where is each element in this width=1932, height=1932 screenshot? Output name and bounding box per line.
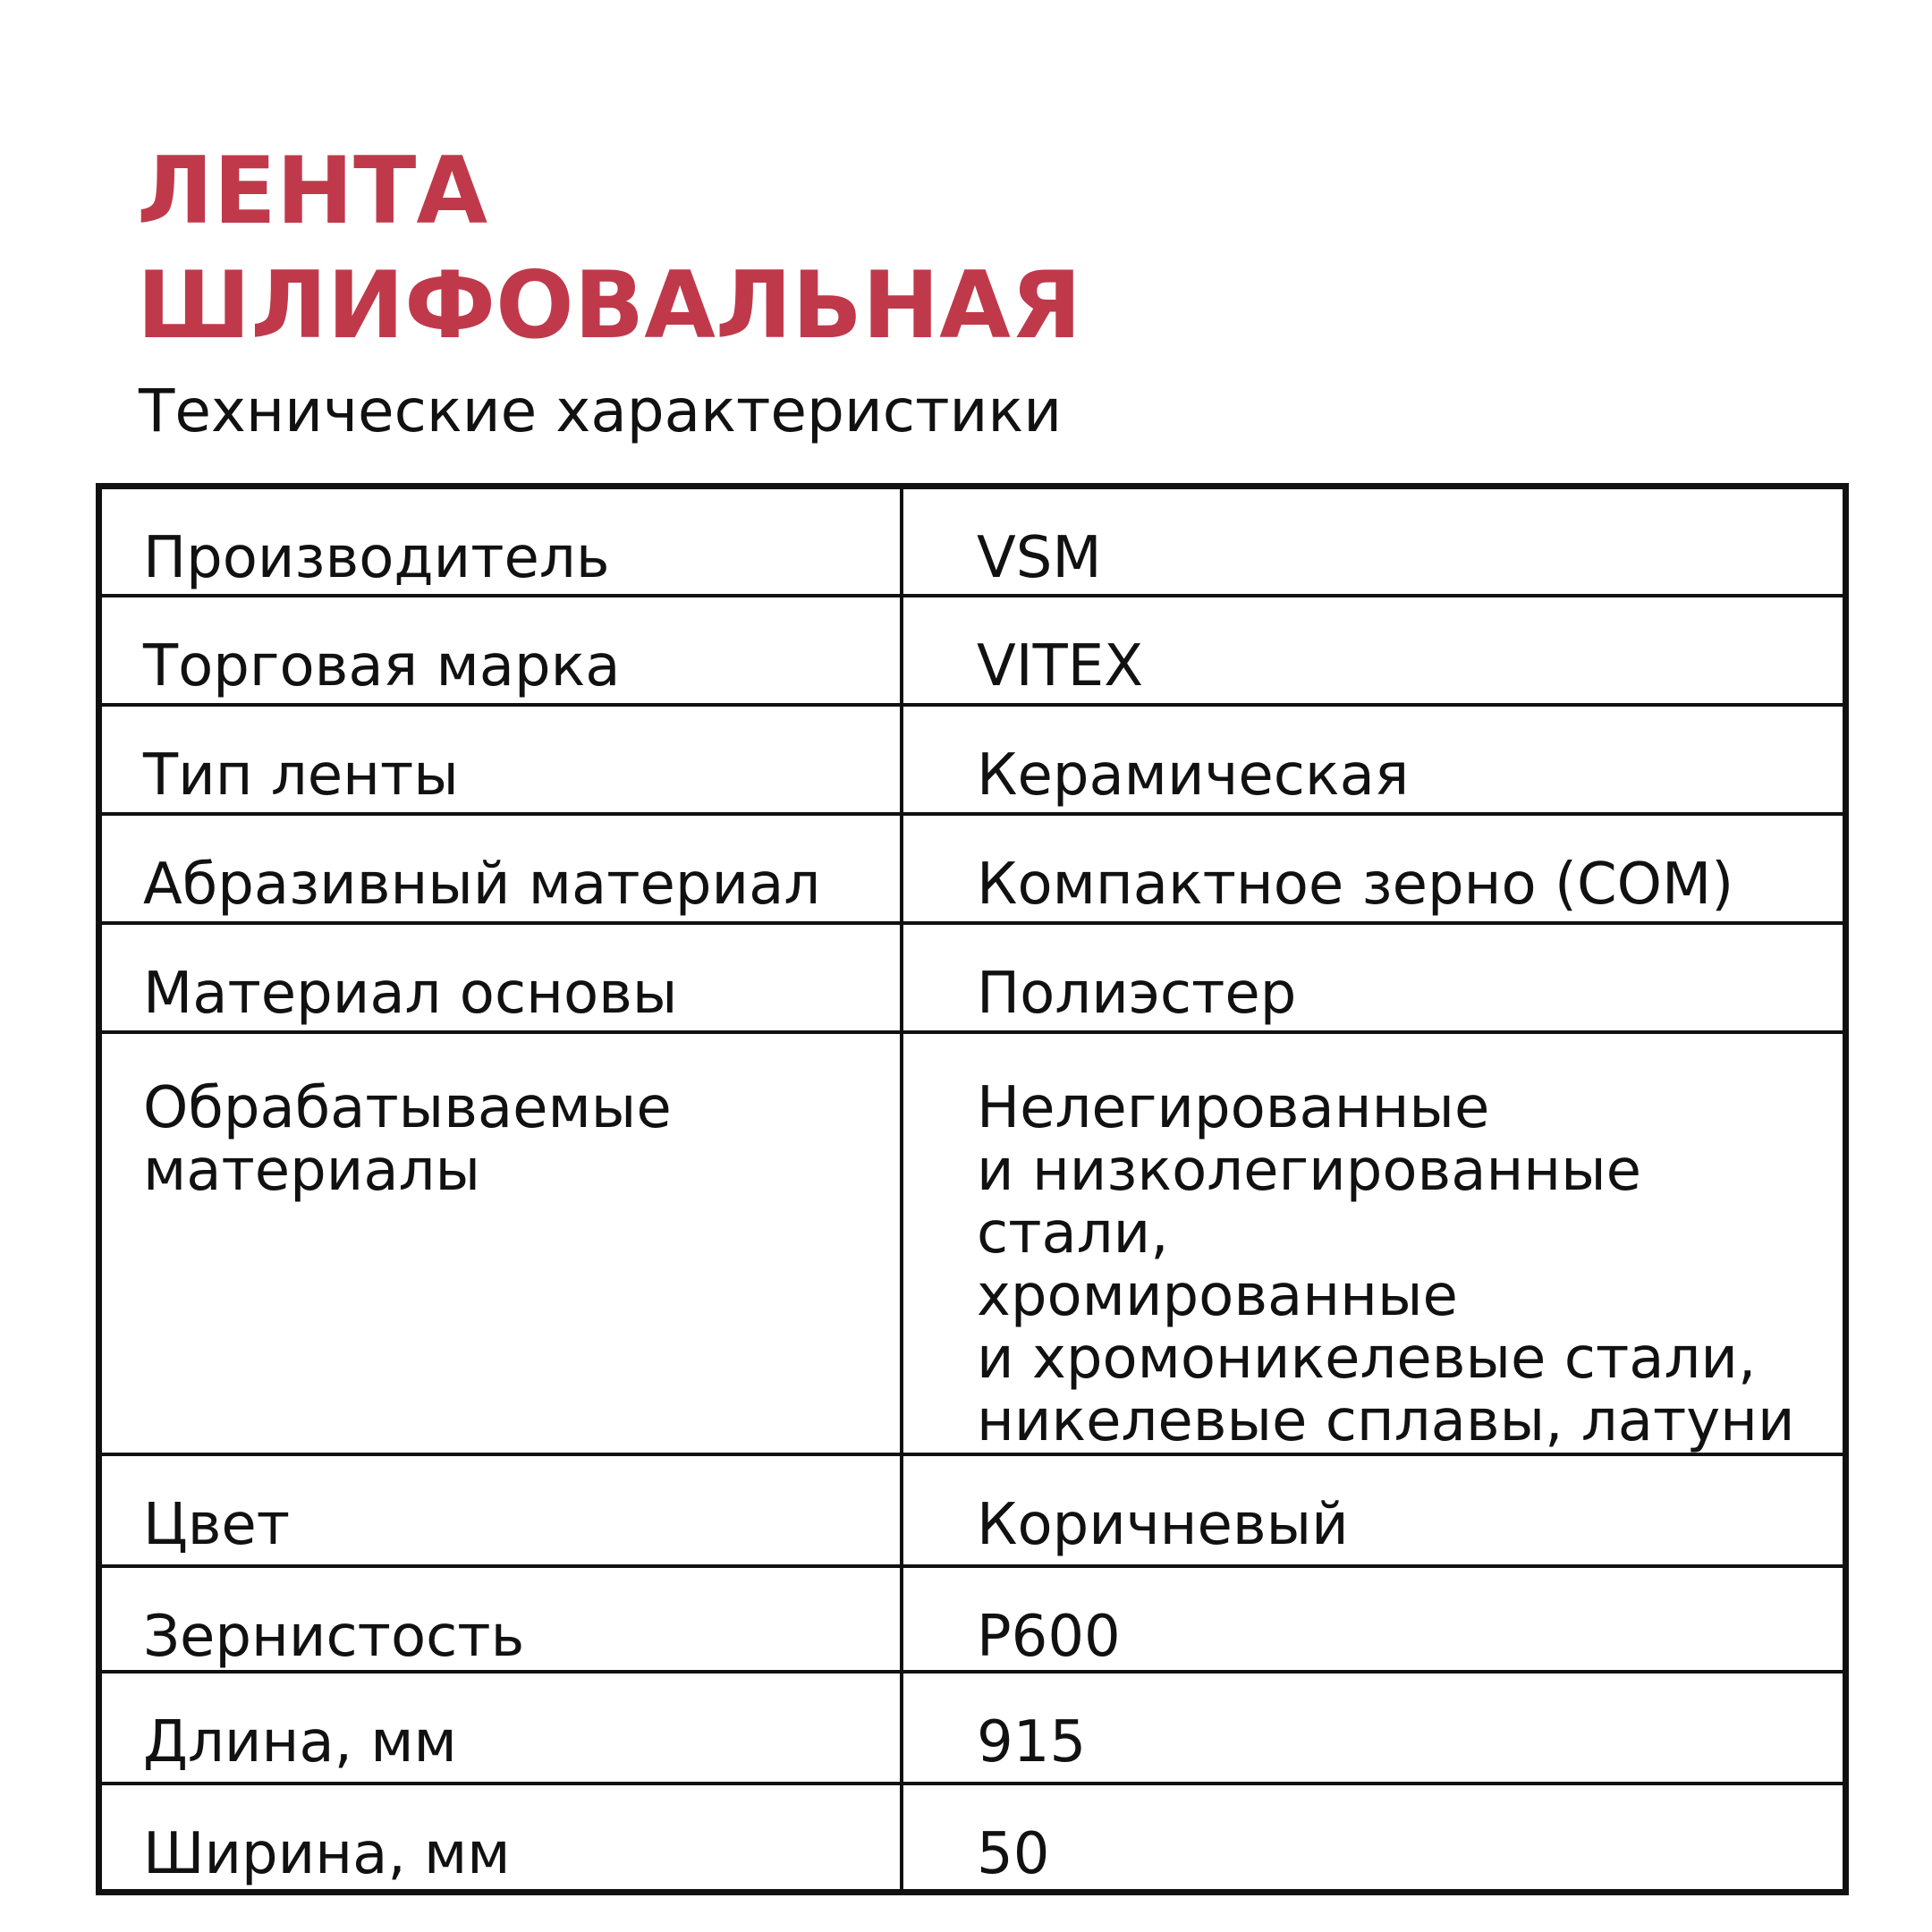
table-row xyxy=(99,705,1846,814)
spec-label: Материал основы xyxy=(99,923,902,1032)
spec-value-line: и низколегированные стали, xyxy=(977,1137,1642,1267)
spec-label: Тип ленты xyxy=(99,705,902,814)
spec-value: 50 xyxy=(902,1784,1846,1893)
table-row xyxy=(99,596,1846,705)
spec-value: VSM xyxy=(902,487,1846,596)
specifications-table xyxy=(96,483,1849,1895)
table-row xyxy=(99,1784,1846,1893)
spec-value: Коричневый xyxy=(902,1454,1846,1566)
spec-value: VITEX xyxy=(902,596,1846,705)
spec-label: Торговая марка xyxy=(99,596,902,705)
spec-value xyxy=(902,1032,1846,1454)
table-row xyxy=(99,1454,1846,1566)
product-title-line-1: ЛЕНТА xyxy=(137,138,488,245)
table-row xyxy=(99,1672,1846,1784)
spec-label: Зернистость xyxy=(99,1566,902,1672)
spec-label-line: материалы xyxy=(143,1137,481,1204)
spec-value-line: хромированные xyxy=(977,1262,1458,1329)
product-title-line-2: ШЛИФОВАЛЬНАЯ xyxy=(137,252,1082,360)
spec-label-line: Обрабатываемые xyxy=(143,1074,672,1141)
section-subtitle: Технические характеристики xyxy=(139,377,1063,445)
spec-value: Полиэстер xyxy=(902,923,1846,1032)
table-row xyxy=(99,814,1846,923)
table-row xyxy=(99,923,1846,1032)
spec-label: Цвет xyxy=(99,1454,902,1566)
spec-value-line: и хромоникелевые стали, xyxy=(977,1325,1757,1392)
spec-value: P600 xyxy=(902,1566,1846,1672)
table-row xyxy=(99,1032,1846,1454)
spec-label: Абразивный материал xyxy=(99,814,902,923)
spec-value: Компактное зерно (COM) xyxy=(902,814,1846,923)
table-row xyxy=(99,487,1846,596)
spec-label: Ширина, мм xyxy=(99,1784,902,1893)
spec-value-line: никелевые сплавы, латуни xyxy=(977,1387,1795,1454)
spec-label: Длина, мм xyxy=(99,1672,902,1784)
spec-value: 915 xyxy=(902,1672,1846,1784)
product-title xyxy=(137,134,1081,363)
spec-value: Керамическая xyxy=(902,705,1846,814)
spec-label: Производитель xyxy=(99,487,902,596)
table-row xyxy=(99,1566,1846,1672)
spec-value-line: Нелегированные xyxy=(977,1074,1490,1141)
spec-label xyxy=(99,1032,902,1454)
